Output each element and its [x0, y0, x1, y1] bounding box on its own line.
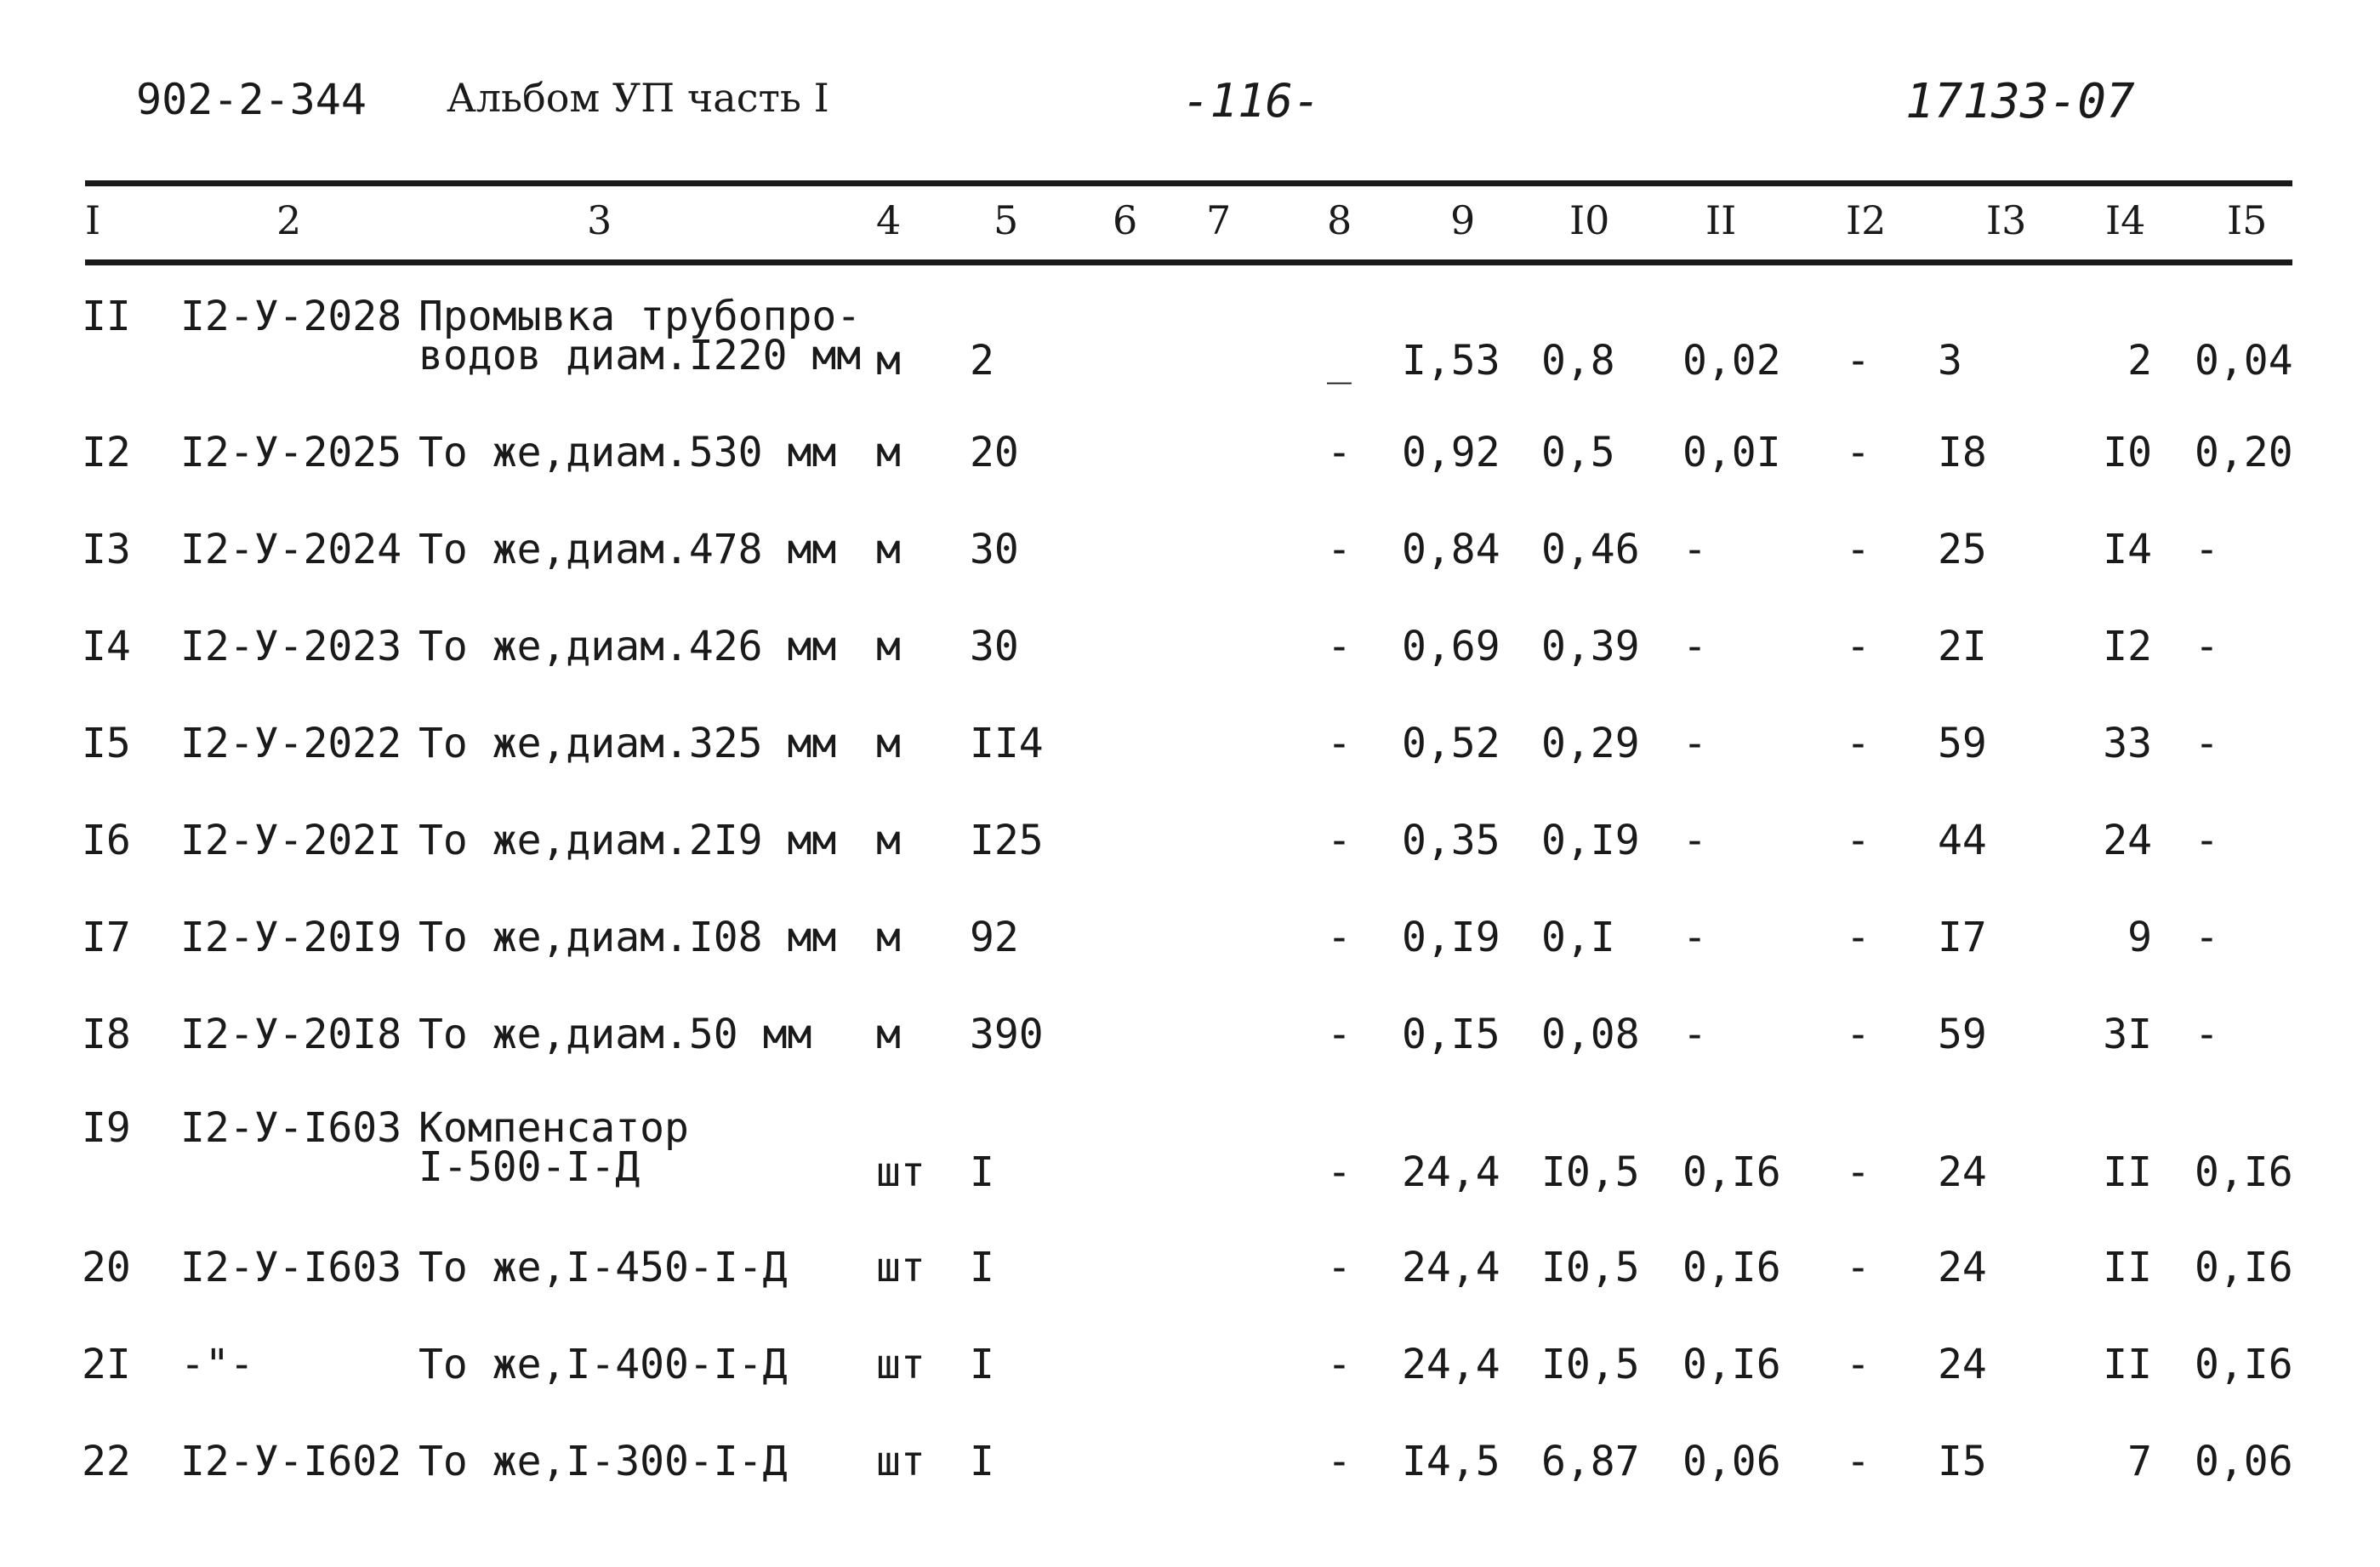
col-8-value: -: [1327, 623, 1352, 670]
col-11-value: 0,I6: [1683, 1341, 1781, 1388]
col-14-value: 7: [2127, 1438, 2152, 1485]
quantity: II4: [970, 720, 1044, 767]
norm-code: I2-У-2023: [180, 623, 402, 670]
quantity: I: [970, 1148, 994, 1196]
col-8-value: -: [1327, 914, 1352, 961]
unit: м: [876, 1011, 901, 1058]
work-name: То же,I-450-I-Д: [418, 1244, 788, 1291]
col-15-value: -: [2195, 817, 2219, 864]
column-header: 4: [876, 197, 902, 243]
column-header: 3: [587, 197, 612, 243]
col-13-value: 24: [1938, 1244, 1987, 1291]
col-14-value: II: [2103, 1341, 2152, 1388]
row-number: I7: [82, 914, 131, 961]
column-header: I2: [1846, 197, 1887, 243]
col-14-value: II: [2103, 1244, 2152, 1291]
col-8-value: _: [1327, 337, 1352, 385]
col-9-value: 0,92: [1402, 429, 1500, 476]
col-10-value: I0,5: [1541, 1341, 1640, 1388]
column-header: 8: [1327, 197, 1352, 243]
unit: м: [876, 720, 901, 767]
quantity: I: [970, 1341, 994, 1388]
col-9-value: 0,35: [1402, 817, 1500, 864]
col-13-value: 25: [1938, 526, 1987, 573]
unit: м: [876, 429, 901, 476]
row-number: 2I: [82, 1341, 131, 1388]
col-13-value: 59: [1938, 720, 1987, 767]
col-15-value: -: [2195, 526, 2219, 573]
col-15-value: 0,I6: [2195, 1244, 2293, 1291]
norm-code: I2-У-2024: [180, 526, 402, 573]
col-9-value: 24,4: [1402, 1148, 1500, 1196]
row-number: I9: [82, 1104, 131, 1152]
col-14-value: 2: [2127, 337, 2152, 385]
col-12-value: -: [1846, 429, 1870, 476]
col-9-value: 0,I9: [1402, 914, 1500, 961]
col-12-value: -: [1846, 817, 1870, 864]
col-8-value: -: [1327, 1341, 1352, 1388]
work-name: То же,диам.2I9 мм: [418, 817, 837, 864]
work-name-line2: водов диам.I220 мм: [418, 332, 862, 379]
col-9-value: 24,4: [1402, 1244, 1500, 1291]
project-code: 902-2-344: [136, 75, 367, 124]
work-name: То же,диам.I08 мм: [418, 914, 837, 961]
col-8-value: -: [1327, 1244, 1352, 1291]
row-number: I5: [82, 720, 131, 767]
col-14-value: 3I: [2103, 1011, 2152, 1058]
col-11-value: -: [1683, 914, 1707, 961]
norm-code: I2-У-20I8: [180, 1011, 402, 1058]
col-15-value: 0,06: [2195, 1438, 2293, 1485]
col-14-value: I0: [2103, 429, 2152, 476]
col-13-value: 24: [1938, 1341, 1987, 1388]
quantity: I: [970, 1438, 994, 1485]
work-name: То же,диам.478 мм: [418, 526, 837, 573]
col-9-value: 0,84: [1402, 526, 1500, 573]
col-12-value: -: [1846, 914, 1870, 961]
col-11-value: 0,I6: [1683, 1244, 1781, 1291]
col-9-value: 0,52: [1402, 720, 1500, 767]
norm-code: I2-У-I603: [180, 1244, 402, 1291]
col-10-value: 0,I: [1541, 914, 1615, 961]
table-top-rule: [85, 180, 2292, 186]
col-13-value: 24: [1938, 1148, 1987, 1196]
row-number: I8: [82, 1011, 131, 1058]
col-8-value: -: [1327, 1438, 1352, 1485]
col-10-value: 0,5: [1541, 429, 1615, 476]
work-name-line1: Промывка трубопро-: [418, 293, 862, 340]
col-15-value: 0,20: [2195, 429, 2293, 476]
col-14-value: II: [2103, 1148, 2152, 1196]
column-header: I: [85, 197, 101, 243]
col-8-value: -: [1327, 1148, 1352, 1196]
norm-code: -"-: [180, 1341, 254, 1388]
row-number: I6: [82, 817, 131, 864]
col-13-value: 59: [1938, 1011, 1987, 1058]
column-header: I0: [1569, 197, 1610, 243]
work-name-line2: I-500-I-Д: [418, 1143, 641, 1191]
work-name: То же,диам.50 мм: [418, 1011, 812, 1058]
col-11-value: -: [1683, 1011, 1707, 1058]
row-number: I2: [82, 429, 131, 476]
norm-code: I2-У-2022: [180, 720, 402, 767]
table-header-rule: [85, 259, 2292, 265]
col-11-value: -: [1683, 526, 1707, 573]
col-8-value: -: [1327, 720, 1352, 767]
page-number: -116-: [1182, 74, 1321, 128]
col-14-value: I4: [2103, 526, 2152, 573]
norm-code: I2-У-202I: [180, 817, 402, 864]
col-13-value: 3: [1938, 337, 1962, 385]
col-10-value: 0,39: [1541, 623, 1640, 670]
col-15-value: 0,04: [2195, 337, 2293, 385]
row-number: I3: [82, 526, 131, 573]
work-name: То же,диам.426 мм: [418, 623, 837, 670]
quantity: I: [970, 1244, 994, 1291]
norm-code: I2-У-I603: [180, 1104, 402, 1152]
col-10-value: 0,29: [1541, 720, 1640, 767]
column-header: 9: [1450, 197, 1476, 243]
col-15-value: 0,I6: [2195, 1341, 2293, 1388]
row-number: 22: [82, 1438, 131, 1485]
col-14-value: I2: [2103, 623, 2152, 670]
col-11-value: -: [1683, 720, 1707, 767]
work-name: То же,I-400-I-Д: [418, 1341, 788, 1388]
col-11-value: -: [1683, 817, 1707, 864]
col-15-value: -: [2195, 623, 2219, 670]
col-12-value: -: [1846, 1148, 1870, 1196]
col-12-value: -: [1846, 1011, 1870, 1058]
quantity: 30: [970, 623, 1019, 670]
col-10-value: 0,08: [1541, 1011, 1640, 1058]
unit: м: [876, 817, 901, 864]
col-15-value: 0,I6: [2195, 1148, 2293, 1196]
col-9-value: 24,4: [1402, 1341, 1500, 1388]
album-title: Альбом УП часть I: [447, 75, 829, 121]
col-10-value: I0,5: [1541, 1148, 1640, 1196]
col-14-value: 24: [2103, 817, 2152, 864]
col-9-value: I,53: [1402, 337, 1500, 385]
col-14-value: 9: [2127, 914, 2152, 961]
work-name-line1: Компенсатор: [418, 1104, 689, 1152]
col-9-value: 0,69: [1402, 623, 1500, 670]
column-header: 7: [1206, 197, 1232, 243]
row-number: I4: [82, 623, 131, 670]
col-10-value: I0,5: [1541, 1244, 1640, 1291]
col-13-value: I5: [1938, 1438, 1987, 1485]
column-header: I5: [2227, 197, 2268, 243]
work-name: То же,диам.530 мм: [418, 429, 837, 476]
col-11-value: 0,06: [1683, 1438, 1781, 1485]
col-15-value: -: [2195, 1011, 2219, 1058]
col-14-value: 33: [2103, 720, 2152, 767]
col-12-value: -: [1846, 337, 1870, 385]
column-header: I4: [2105, 197, 2146, 243]
col-10-value: 0,I9: [1541, 817, 1640, 864]
norm-code: I2-У-2025: [180, 429, 402, 476]
col-11-value: 0,0I: [1683, 429, 1781, 476]
col-10-value: 6,87: [1541, 1438, 1640, 1485]
unit: шт: [876, 1341, 925, 1388]
col-8-value: -: [1327, 526, 1352, 573]
quantity: 2: [970, 337, 994, 385]
quantity: 390: [970, 1011, 1044, 1058]
column-header: 6: [1113, 197, 1138, 243]
col-10-value: 0,46: [1541, 526, 1640, 573]
col-9-value: I4,5: [1402, 1438, 1500, 1485]
col-13-value: 44: [1938, 817, 1987, 864]
column-header: 2: [276, 197, 302, 243]
unit: м: [876, 337, 901, 385]
document-number: 17133-07: [1905, 74, 2135, 129]
col-12-value: -: [1846, 1438, 1870, 1485]
col-12-value: -: [1846, 526, 1870, 573]
norm-code: I2-У-I602: [180, 1438, 402, 1485]
quantity: 92: [970, 914, 1019, 961]
unit: шт: [876, 1438, 925, 1485]
unit: шт: [876, 1244, 925, 1291]
col-15-value: -: [2195, 914, 2219, 961]
row-number: 20: [82, 1244, 131, 1291]
column-header: 5: [994, 197, 1019, 243]
unit: шт: [876, 1148, 925, 1196]
col-15-value: -: [2195, 720, 2219, 767]
col-12-value: -: [1846, 720, 1870, 767]
col-9-value: 0,I5: [1402, 1011, 1500, 1058]
work-name: То же,диам.325 мм: [418, 720, 837, 767]
quantity: 20: [970, 429, 1019, 476]
unit: м: [876, 914, 901, 961]
col-10-value: 0,8: [1541, 337, 1615, 385]
norm-code: I2-У-2028: [180, 293, 402, 340]
row-number: II: [82, 293, 131, 340]
col-11-value: -: [1683, 623, 1707, 670]
work-name: То же,I-300-I-Д: [418, 1438, 788, 1485]
col-13-value: I8: [1938, 429, 1987, 476]
quantity: I25: [970, 817, 1044, 864]
col-11-value: 0,02: [1683, 337, 1781, 385]
col-12-value: -: [1846, 623, 1870, 670]
col-11-value: 0,I6: [1683, 1148, 1781, 1196]
unit: м: [876, 526, 901, 573]
column-header: I3: [1986, 197, 2027, 243]
col-8-value: -: [1327, 1011, 1352, 1058]
col-12-value: -: [1846, 1341, 1870, 1388]
col-12-value: -: [1846, 1244, 1870, 1291]
col-8-value: -: [1327, 429, 1352, 476]
column-header: II: [1705, 197, 1737, 243]
col-13-value: 2I: [1938, 623, 1987, 670]
col-13-value: I7: [1938, 914, 1987, 961]
col-8-value: -: [1327, 817, 1352, 864]
unit: м: [876, 623, 901, 670]
quantity: 30: [970, 526, 1019, 573]
norm-code: I2-У-20I9: [180, 914, 402, 961]
